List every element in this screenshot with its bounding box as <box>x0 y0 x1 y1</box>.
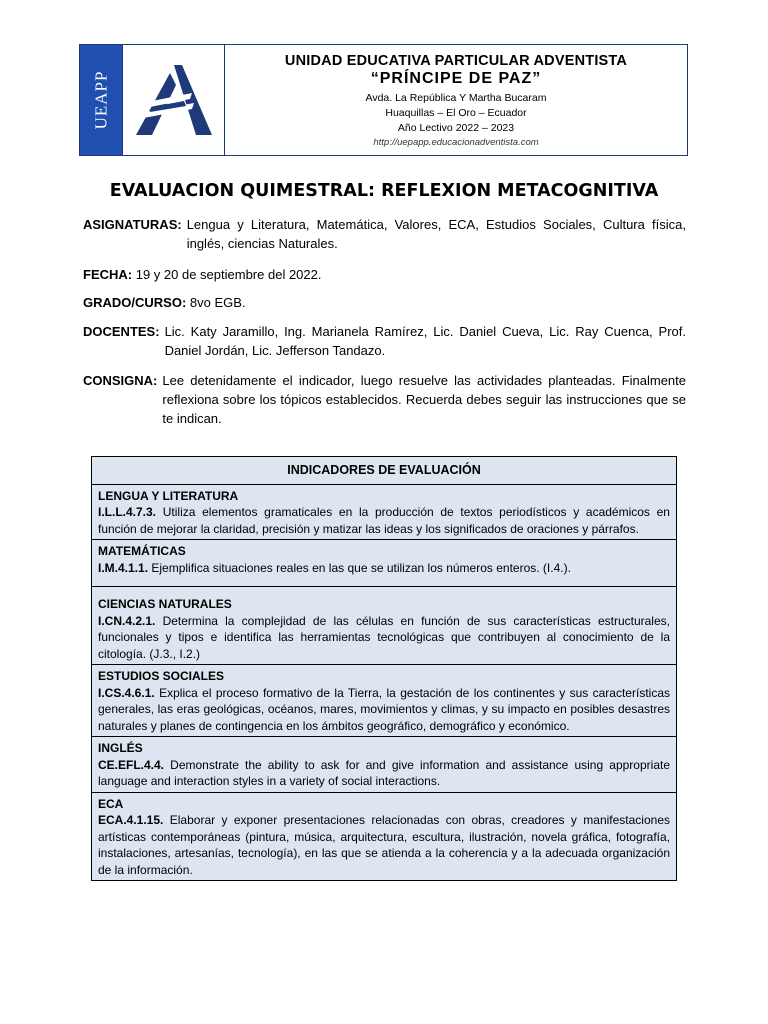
indicator-description <box>98 757 670 790</box>
school-header <box>79 44 688 156</box>
school-url[interactable]: http://uepapp.educacionadventista.com <box>373 137 539 148</box>
indicator-description <box>98 685 670 735</box>
indicator-subject: CIENCIAS NATURALES <box>98 597 232 611</box>
grado-value: 8vo EGB. <box>189 295 246 310</box>
table-row <box>92 587 677 665</box>
indicator-cell <box>92 587 677 665</box>
school-city: Huaquillas – El Oro – Ecuador <box>385 107 527 119</box>
side-band-text: UEAPP <box>91 70 111 130</box>
logo-cell <box>123 45 225 155</box>
fecha-field <box>83 265 686 284</box>
school-year: Año Lectivo 2022 – 2023 <box>397 122 515 134</box>
indicators-header-row <box>92 457 677 485</box>
consigna-label: CONSIGNA: <box>83 373 158 388</box>
indicator-cell <box>92 792 677 881</box>
docentes-label: DOCENTES: <box>83 324 160 339</box>
indicator-cell <box>92 737 677 793</box>
school-logo-icon <box>134 63 214 137</box>
page-title: EVALUACION QUIMESTRAL: REFLEXION METACOGNITIVA <box>109 181 659 201</box>
docentes-field <box>83 322 686 360</box>
table-row <box>92 484 677 540</box>
indicator-subject: MATEMÁTICAS <box>98 544 186 558</box>
asignaturas-value: Lengua y Literatura, Matemática, Valores, ECA, Estudios Sociales, Cultura física, inglés, ciencias Naturales. <box>186 217 686 251</box>
side-band <box>80 45 123 155</box>
indicator-description <box>98 560 670 577</box>
indicator-code: I.CS.4.6.1. <box>98 685 155 700</box>
docentes-value: Lic. Katy Jaramillo, Ing. Marianela Ramírez, Lic. Daniel Cueva, Lic. Ray Cuenca, Prof. Daniel Jordán, Lic. Jefferson Tandazo. <box>164 324 686 358</box>
table-row <box>92 792 677 881</box>
indicator-description <box>98 812 670 878</box>
fecha-label: FECHA: <box>83 267 133 282</box>
indicator-code: CE.EFL.4.4. <box>98 757 165 772</box>
indicators-header: INDICADORES DE EVALUACIÓN <box>92 457 677 485</box>
indicator-description <box>98 613 670 663</box>
indicator-code: ECA.4.1.15. <box>98 813 164 827</box>
indicator-cell <box>92 484 677 540</box>
indicators-table <box>91 456 677 881</box>
indicator-text: Determina la complejidad de las células en función de sus características estructurales, funcionales y tipos e identifica las herramientas tecnológicas que contribuyen al conocimiento de la citología. (J.3., I.2.) <box>98 613 670 661</box>
indicator-code: I.CN.4.2.1. <box>98 613 156 628</box>
indicator-text: Demonstrate the ability to ask for and give information and assistance using appropriate language and interaction styles in a variety of social interactions. <box>98 757 670 788</box>
consigna-value: Lee detenidamente el indicador, luego resuelve las actividades planteadas. Finalmente reflexiona sobre los tópicos establecidos. Recuerda debes seguir las instrucciones que se te indican. <box>162 373 686 426</box>
grado-field <box>83 293 686 312</box>
grado-label: GRADO/CURSO: <box>83 295 187 310</box>
indicator-cell <box>92 540 677 587</box>
school-address: Avda. La República Y Martha Bucaram <box>365 92 547 104</box>
indicator-subject: INGLÉS <box>98 741 143 755</box>
indicator-code: I.L.L.4.7.3. <box>98 505 157 519</box>
indicator-text: Elaborar y exponer presentaciones relacionadas con obras, creadores y manifestaciones artísticas contemporáneas (pintura, música, arquitectura, escultura, ilustración, novela gráfica, fotografía, instalaciones, artesanías, tecnología), en las que se atienda a la coherencia y a la adecuada organización de la información. <box>98 813 670 877</box>
table-row <box>92 665 677 737</box>
indicator-code: I.M.4.1.1. <box>98 560 149 575</box>
indicator-description <box>98 504 670 537</box>
asignaturas-field <box>83 215 686 253</box>
indicator-text: Explica el proceso formativo de la Tierra, la gestación de los continentes y sus características generales, las eras geológicas, océanos, mares, movimientos y climas, y su impacto en posibles desastres naturales y planes de contingencia en los ámbitos geográfico, demográfico y económico. <box>98 685 670 733</box>
indicator-text: Utiliza elementos gramaticales en la producción de textos periodísticos y académicos en función de mejorar la claridad, precisión y matizar las ideas y los significados de oraciones y párrafos. <box>98 505 670 536</box>
consigna-field <box>83 371 686 428</box>
indicator-text: Ejemplifica situaciones reales en las que se utilizan los números enteros. (I.4.). <box>151 560 571 575</box>
indicator-subject: LENGUA Y LITERATURA <box>98 488 239 503</box>
indicator-subject: ESTUDIOS SOCIALES <box>98 669 225 683</box>
indicator-cell <box>92 665 677 737</box>
asignaturas-label: ASIGNATURAS: <box>83 217 182 232</box>
indicator-subject: ECA <box>98 796 124 811</box>
school-name: UNIDAD EDUCATIVA PARTICULAR ADVENTISTA <box>284 53 628 69</box>
table-row <box>92 540 677 587</box>
school-subtitle: “PRÍNCIPE DE PAZ” <box>370 70 542 87</box>
school-info <box>225 45 687 155</box>
table-row <box>92 737 677 793</box>
fecha-value: 19 y 20 de septiembre del 2022. <box>135 267 322 282</box>
